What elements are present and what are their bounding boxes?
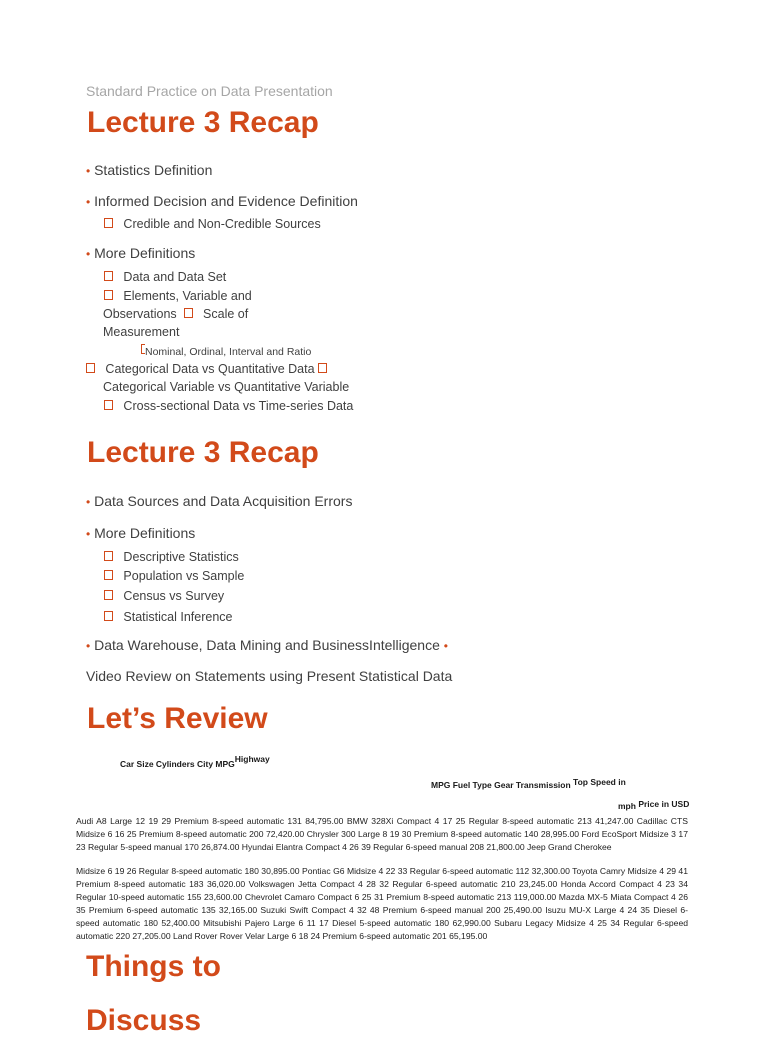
header-text: Price in USD [638,799,690,809]
checkbox-bullet-icon [104,611,113,621]
bullet-text: Informed Decision and Evidence Definition [94,193,358,209]
subbullet-descriptive [104,550,239,564]
bullet-dot: • [86,164,91,178]
header-sup-text: Highway [234,754,270,764]
subbullet-categorical-data [86,362,327,376]
subbullet-text: Scale of [203,307,249,321]
subbullet-text: Credible and Non-Credible Sources [123,217,321,231]
subbullet-categorical-variable: Categorical Variable vs Quantitative Variable [103,380,350,394]
car-data-paragraph-1: Audi A8 Large 12 19 29 Premium 8-speed automatic 131 84,795.00 BMW 328Xi Compact 4 17 25 Regular 8-speed automatic 213 41,247.00 Cadillac CTS Midsize 6 16 25 Premium 8-speed automatic 200 72,420.00 Chrysler 300 Large 8 19 30 Premium 8-speed automatic 140 28,995.00 Ford EcoSport Midsize 3 17 23 Regular 5-speed manual 170 26,874.00 Hyundai Elantra Compact 4 26 39 Regular 6-speed manual 208 21,800.00 Jeep Grand Cherokee [76,816,688,852]
bullet-dot: • [86,527,91,541]
subbullet-text: Cross-sectional Data vs Time-series Data [123,399,354,413]
subbullet-text: Population vs Sample [123,569,245,583]
bullet-data-warehouse [86,637,448,653]
section4-title-line1: Things to [86,950,221,983]
subbullet-text: Census vs Survey [123,589,225,603]
page-subtitle: Standard Practice on Data Presentation [86,83,333,99]
header-sup-text: Top Speed in [573,777,626,787]
bullet-more-definitions [86,245,195,261]
bullet-dot: • [86,639,91,653]
header-text: mph [618,801,636,811]
section4-title-line2: Discuss [86,1004,202,1037]
section1-title: Lecture 3 Recap [87,106,319,139]
checkbox-bullet-icon [104,590,113,600]
section2-title: Lecture 3 Recap [87,436,319,469]
subbullet-text: Nominal, Ordinal, Interval and Ratio [145,346,312,358]
checkbox-bullet-icon [104,218,113,228]
bullet-text: More Definitions [94,525,196,541]
bullet-informed-decision [86,193,358,209]
checkbox-bullet-icon [104,551,113,561]
header-text: Car Size Cylinders City MPG [120,759,235,769]
subbullet-elements [104,289,252,303]
bullet-text: More Definitions [94,245,196,261]
checkbox-bullet-icon [184,308,193,318]
checkbox-bullet-icon [86,363,95,373]
bullet-statistics-definition [86,162,212,178]
video-review-line: Video Review on Statements using Present Statistical Data [86,668,453,684]
checkbox-bullet-icon [104,400,113,410]
subbullet-text: Statistical Inference [123,610,233,624]
bracket-bullet-icon [141,344,145,354]
subbullet-observations [103,307,248,321]
subbullet-credible-sources [104,217,321,231]
bullet-dot: • [86,495,91,509]
bullet-dot: • [86,247,91,261]
subsubbullet-nominal [141,345,311,358]
bullet-more-definitions-2 [86,525,195,541]
bullet-text: Data Sources and Data Acquisition Errors [94,493,353,509]
checkbox-bullet-icon [104,570,113,580]
checkbox-bullet-icon [104,290,113,300]
table-header-line3 [618,799,689,809]
subbullet-cross-sectional [104,399,353,413]
subbullet-text: Elements, Variable and [123,289,252,303]
subbullet-measurement: Measurement [103,325,180,339]
table-header-line1 [120,754,270,769]
subbullet-text: Categorical Data vs Quantitative Data [105,362,315,376]
car-data-paragraph-2: Midsize 6 19 26 Regular 8-speed automatic 180 30,895.00 Pontiac G6 Midsize 4 22 33 Regular 6-speed automatic 112 32,300.00 Toyota Camry Midsize 4 29 41 Premium 8-speed automatic 183 36,020.00 Volkswagen Jetta Compact 4 28 32 Regular 6-speed automatic 210 23,245.00 Honda Accord Compact 4 23 34 Regular 10-speed automatic 155 23,600.00 Chevrolet Camaro Compact 6 25 31 Premium 8-speed automatic 213 119,000.00 Mazda MX-5 Miata Compact 4 26 35 Premium 6-speed automatic 135 32,165.00 Suzuki Swift Compact 4 32 48 Premium 6-speed manual 200 25,490.00 Isuzu MU-X Large 4 24 35 Diesel 6-speed automatic 180 52,400.00 Mitsubishi Pajero Large 6 11 17 Diesel 5-speed automatic 180 62,990.00 Subaru Legacy Midsize 4 25 34 Regular 6-speed automatic 220 27,205.00 Land Rover Rover Velar Large 6 18 24 Premium 6-speed automatic 201 65,195.00 [76,866,688,941]
subbullet-text: Observations [103,307,177,321]
subbullet-text: Data and Data Set [123,270,227,284]
header-text: MPG Fuel Type Gear Transmission [431,780,571,790]
subbullet-text: Descriptive Statistics [123,550,239,564]
bullet-data-sources [86,493,352,509]
subbullet-inference [104,610,233,624]
section3-title: Let’s Review [87,702,268,735]
bullet-text: Data Warehouse, Data Mining and BusinessIntelligence [94,637,440,653]
bullet-text: Statistics Definition [94,162,213,178]
table-header-line2 [431,777,626,790]
bullet-dot: • [443,639,448,653]
subbullet-data-set [104,270,226,284]
bullet-dot: • [86,195,91,209]
checkbox-bullet-icon [104,271,113,281]
checkbox-bullet-icon [318,363,327,373]
subbullet-population [104,569,244,583]
subbullet-census [104,589,224,603]
